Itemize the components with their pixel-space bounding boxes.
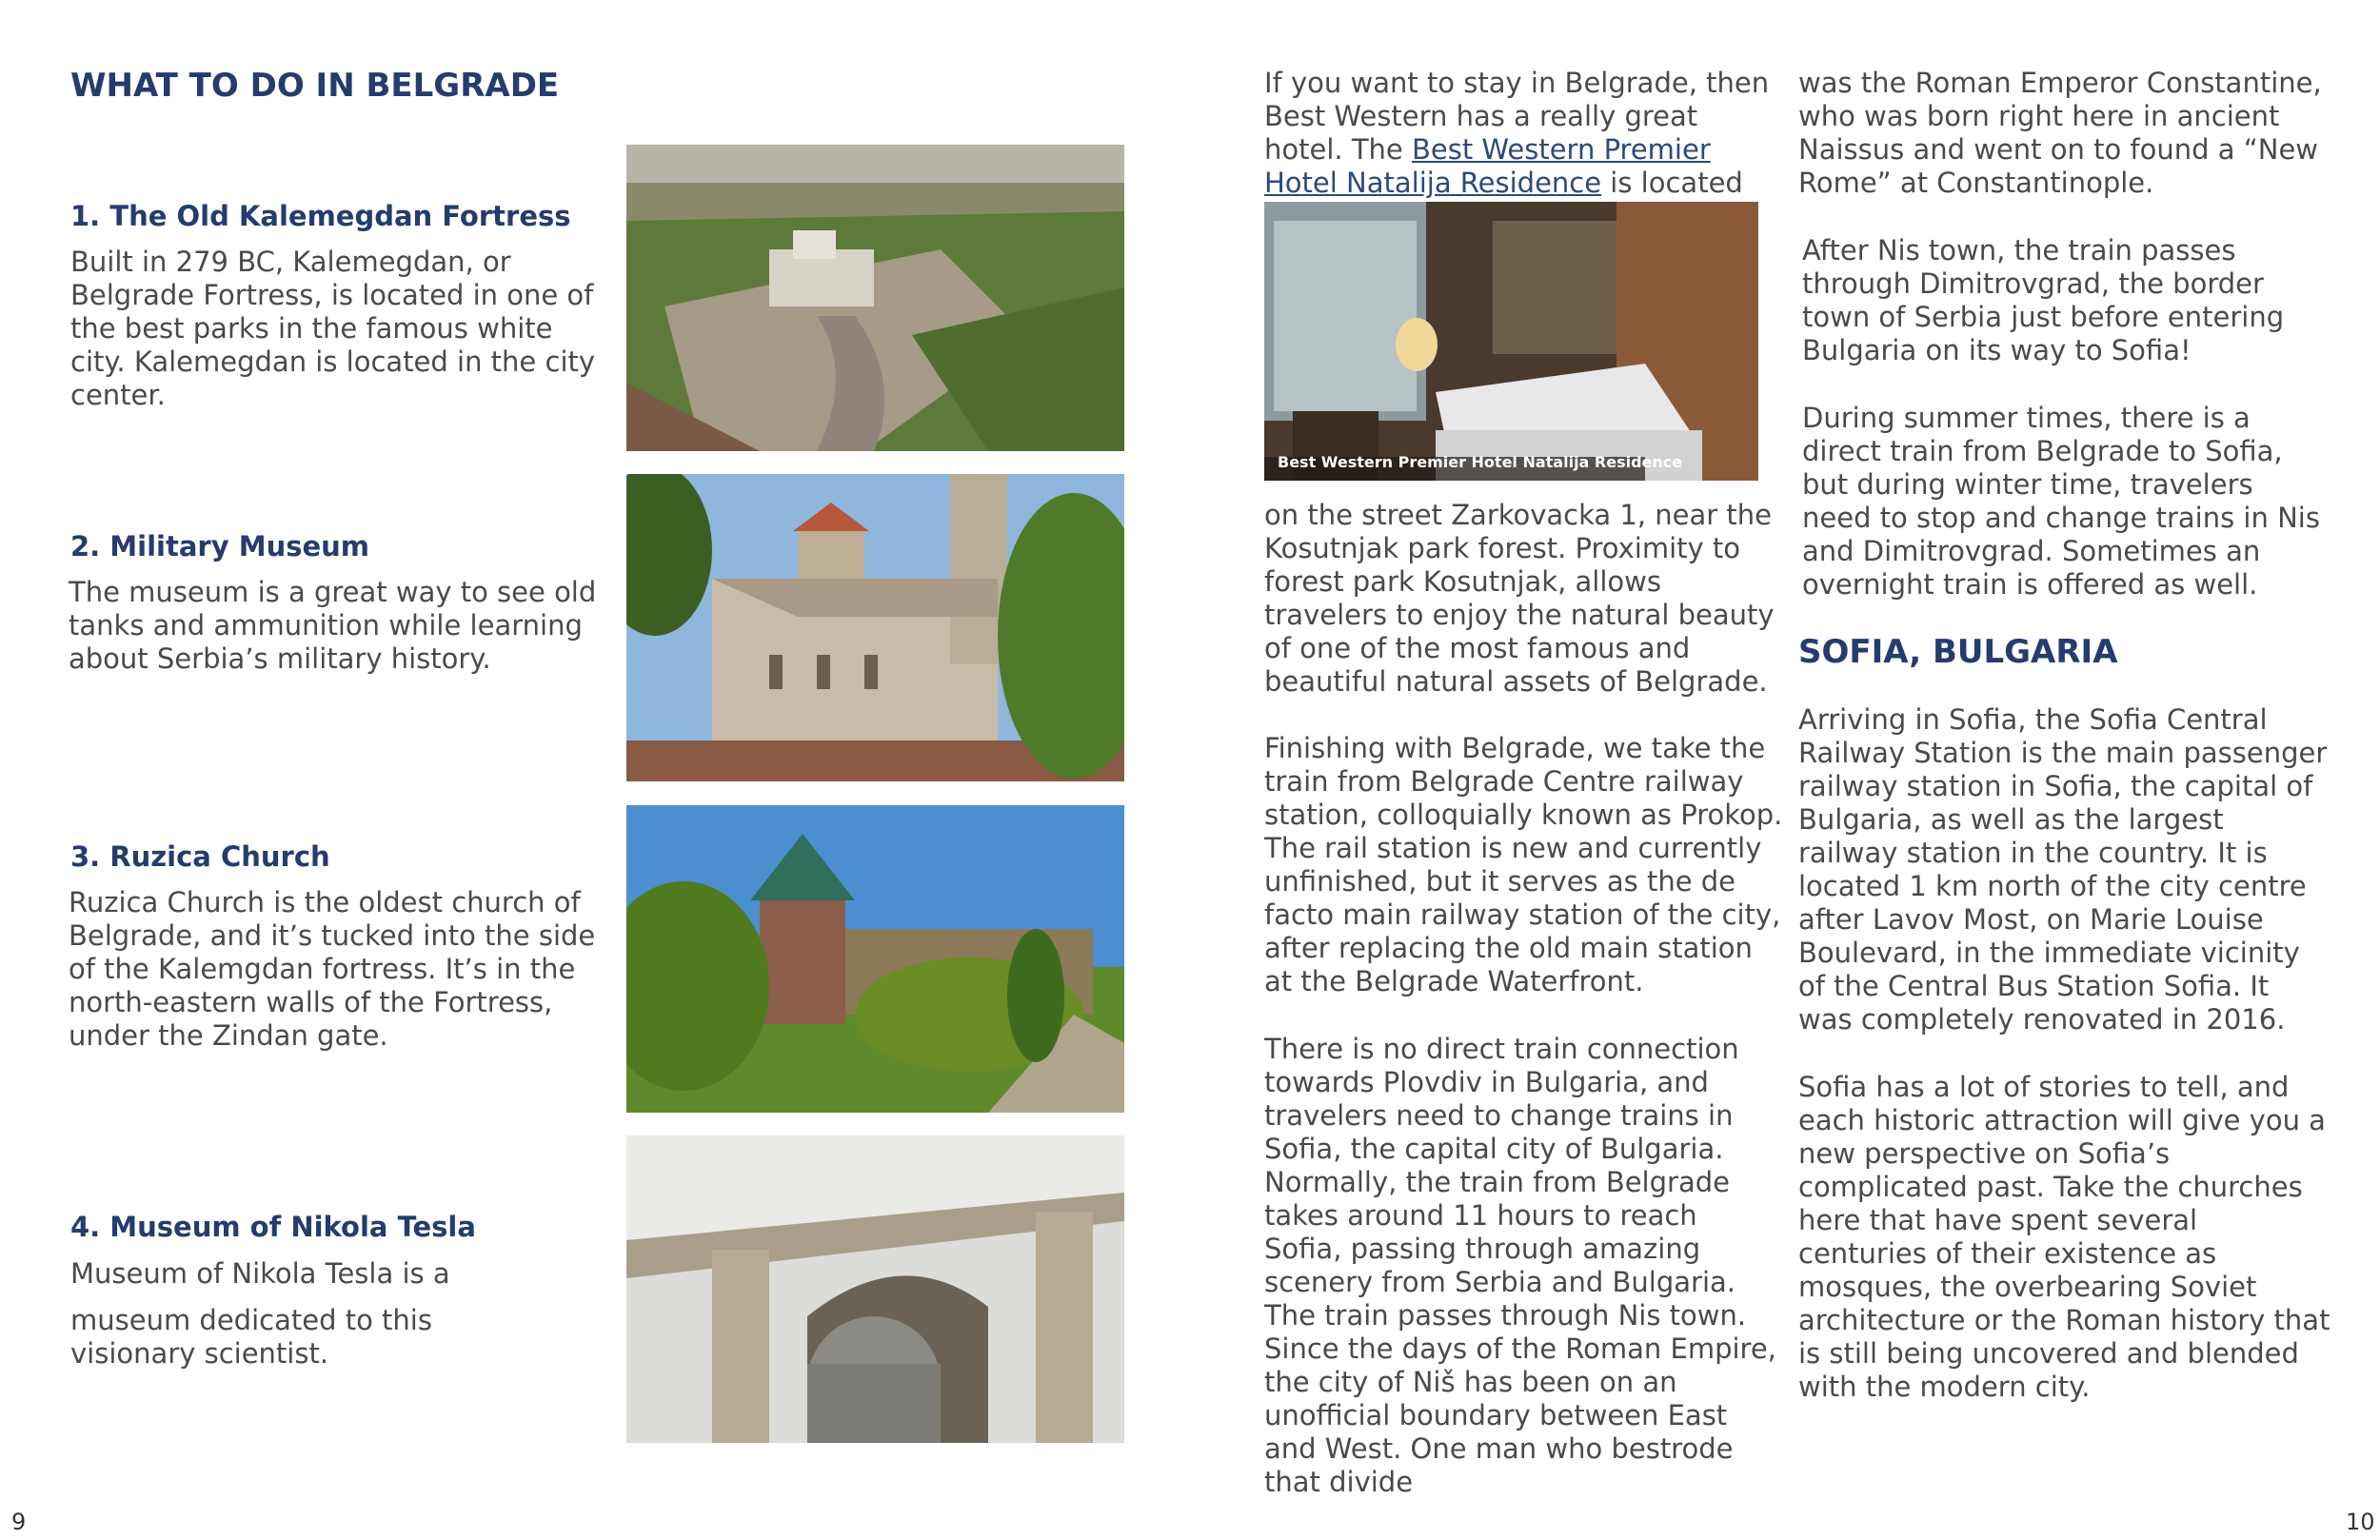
ruzica-church-photo bbox=[626, 805, 1124, 1113]
hotel-intro-text: If you want to stay in Belgrade, then Best Western has a really great hotel. The bbox=[1264, 67, 1770, 166]
constantine-text: was the Roman Emperor Constantine, who was born right here in ancient Naissus and went on to found a “New Rome” at Constantinople. bbox=[1798, 67, 2322, 199]
belgrade-train-station: Finishing with Belgrade, we take the train from Belgrade Centre railway station, colloquially known as Prokop. The rail station is new and currently unfinished, but it serves as the de facto main railway station of the city, after replacing the old main station at the Belgrade Waterfront. bbox=[1264, 732, 1783, 997]
military-museum-photo bbox=[626, 474, 1124, 781]
page-number-left: 9 bbox=[11, 1509, 27, 1535]
item-body-tesla-line1: Museum of Nikola Tesla is a bbox=[70, 1257, 450, 1290]
item-body-military-museum: The museum is a great way to see old tanks and ammunition while learning about Serbia’s military history. bbox=[69, 576, 597, 675]
hotel-intro bbox=[1264, 67, 1783, 200]
hotel-photo-caption: Best Western Premier Hotel Natalija Residence bbox=[1278, 453, 1683, 471]
train-route-text: There is no direct train connection towards Plovdiv in Bulgaria, and travelers need to change trains in Sofia, the capital city of Bulgaria. Normally, the train from Belgrade takes around 11 hours to reach Sofia, passing through amazing scenery from Serbia and Bulgaria. The train passes through Nis town. Since the days of the Roman Empire, the city of Niš has been on an unofficial boundary between East and West. One man who bestrode that divide bbox=[1264, 1033, 1776, 1498]
tesla-museum-photo bbox=[626, 1135, 1124, 1443]
hotel-link[interactable]: Best Western Premier Hotel Natalija Residence bbox=[1264, 133, 1711, 199]
hotel-room-photo bbox=[1264, 202, 1758, 481]
item-heading-ruzica-church: 3. Ruzica Church bbox=[70, 840, 330, 873]
item-body-ruzica-church: Ruzica Church is the oldest church of Belgrade, and it’s tucked into the side of the Kalemgdan fortress. It’s in the north-eastern walls of the Fortress, under the Zindan gate. bbox=[69, 886, 596, 1052]
summer-train-text: During summer times, there is a direct train from Belgrade to Sofia, but during winter time, travelers need to stop and change trains in Nis and Dimitrovgrad. Sometimes an overnight train is offered as well. bbox=[1802, 402, 2320, 601]
page-number-right: 10 bbox=[2346, 1509, 2375, 1535]
hotel-intro-end: is located bbox=[1601, 167, 1743, 199]
item-body-tesla-rest: museum dedicated to this visionary scientist. bbox=[70, 1304, 432, 1370]
item-heading-tesla-museum: 4. Museum of Nikola Tesla bbox=[70, 1211, 476, 1243]
hotel-location: on the street Zarkovacka 1, near the Kosutnjak park forest. Proximity to forest park Kosutnjak, allows travelers to enjoy the natural beauty of one of the most famous and beautiful natural assets of Belgrade. bbox=[1264, 499, 1775, 698]
sofia-stories-text: Sofia has a lot of stories to tell, and each historic attraction will give you a new perspective on Sofia’s complicated past. Take the churches here that have spent several centuries of their existence as mosques, the overbearing Soviet architecture or the Roman history that is still being uncovered and blended with the modern city. bbox=[1798, 1071, 2330, 1403]
sofia-station-text: Arriving in Sofia, the Sofia Central Railway Station is the main passenger railway station in Sofia, the capital of Bulgaria, as well as the largest railway station in the country. It is located 1 km north of the city centre after Lavov Most, on Marie Louise Boulevard, in the immediate vicinity of the Central Bus Station Sofia. It was completely renovated in 2016. bbox=[1798, 703, 2328, 1036]
item-body-kalemegdan: Built in 279 BC, Kalemegdan, or Belgrade Fortress, is located in one of the best parks in the famous white city. Kalemegdan is located in the city center. bbox=[70, 246, 596, 411]
kalemegdan-fortress-photo bbox=[626, 145, 1124, 451]
sofia-heading: SOFIA, BULGARIA bbox=[1798, 633, 2118, 671]
item-heading-military-museum: 2. Military Museum bbox=[70, 530, 370, 563]
page-title: WHAT TO DO IN BELGRADE bbox=[70, 67, 560, 105]
dimitrovgrad-text: After Nis town, the train passes through Dimitrovgrad, the border town of Serbia just before entering Bulgaria on its way to Sofia! bbox=[1802, 234, 2285, 366]
item-heading-kalemegdan: 1. The Old Kalemegdan Fortress bbox=[70, 200, 571, 232]
